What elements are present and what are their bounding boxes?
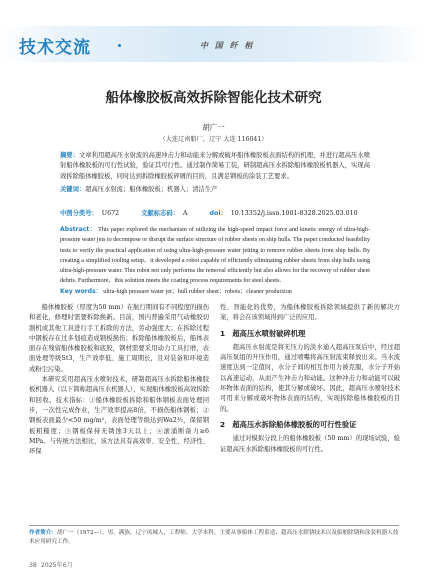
keywords-en-label: Key words： bbox=[60, 288, 102, 295]
clc-label: 中图分类号： bbox=[60, 210, 98, 217]
classification-line bbox=[60, 208, 366, 217]
page-footer bbox=[29, 560, 73, 569]
doi-label: doi： bbox=[209, 210, 227, 217]
section-heading-2: 2 超高压水拆除船体橡胶板的可行性验证 bbox=[220, 419, 357, 429]
journal-name: 中 国 纤 桓 bbox=[200, 40, 255, 50]
author-footnote bbox=[29, 529, 399, 547]
abstract-en bbox=[60, 225, 370, 287]
body-paragraph: 本研究采用超高压水喷射技术，研制超高压水拆除船体橡胶板机器人（以下简称超高压水机器人），实现船体橡胶板高效拆除和回收。技术指标：①船体橡胶板拆除和船体钢板表面处理同步，一次性完成作业，生产效率提高8倍，不损伤船体钢板；②钢板表面最少<50 mg/m²，表面处理等级达到Wa2½，保留钢板粗糙度；③钢板保持无锈蚀3天以上；④滚涌断备力≥6 MPa。与传统方法相比，该方法具有高效率、安全性、经济性、环保 bbox=[29, 376, 209, 456]
body-paragraph: 船体橡胶板（厚度为50 mm）在航行期间有不同程度的损伤和老化，修理时需要拆除换新。目前，国内普遍采用气动橡胶切割机或其他工具进行手工拆除的方法，劳动强度大；在拆除过程中钢板存在过多划痕造成钢板损伤；拆除船体橡胶板后，船体表面存在残留船体橡胶板和底胶，钢材需要采用动力工具打磨，表面处理等级St3，生产效率低、施工周期长，且对装备和环境造成粉尘污染。 bbox=[29, 304, 209, 373]
section-heading-1: 1 超高压水喷射破碎机理 bbox=[220, 328, 306, 338]
section-label: 技术交流 bbox=[19, 38, 91, 58]
keywords-cn-label: 关键词： bbox=[60, 186, 86, 193]
article-title: 船体橡胶板高效拆除智能化技术研究 bbox=[105, 90, 322, 106]
keywords-en-text: ultra-high pressure water jet；hull rubber sheet；robots；cleaner production bbox=[103, 289, 292, 295]
body-right-column bbox=[220, 303, 400, 455]
doc-code-value: A bbox=[182, 210, 188, 217]
keywords-cn bbox=[60, 185, 370, 195]
abstract-en-text: This paper explored the mechanism of utilizing the high-speed impact force and kinetic energy of ultra-high-pressure water jets to decompose or disrupt the surface structure of rubber sheets on ship hulls. The paper conducted feasibility tests to verify the practical application of using ultra-high-pressure water jetting to remove rubber sheets from ship hulls. By creating a simplified tooling setup，it developed a robot capable of efficiently eliminating rubber sheets from ship hulls using ultra-high-pressure water. This robot not only performs the removal efficiently but also allows for the recovery of rubber sheet debris. Furthermore，this solution meets the coating process requirements for steel sheets. bbox=[60, 227, 371, 285]
footnote-text: 胡广一（1972—），男，满族，辽宁凤城人，工程师，大学本科，主要从事船体工程监造、超高压水除锈技术以及船舶除锈和涂装机器人技术应用研究工作。 bbox=[29, 530, 399, 545]
author-name: 胡广一 bbox=[202, 123, 225, 132]
abstract-cn bbox=[60, 151, 370, 182]
doi-value: 10.13352/j.issn.1001-8328.2025.03.010 bbox=[230, 210, 358, 217]
issue-date: 2025年6月 bbox=[40, 562, 73, 569]
keywords-cn-text: 超高压水射流；船体橡胶板；机器人；清洁生产 bbox=[85, 186, 218, 193]
abstract-en-label: Abstract： bbox=[60, 226, 97, 233]
body-left-column bbox=[29, 303, 209, 457]
page-number: 38 bbox=[29, 562, 37, 569]
body-paragraph: 超高压水射流是将无压力的淡水通入超高压泵后中，经过超高压泵组的升压作用，通过喷嘴将高压射流束释放出来。当水流速度达到一定值时，水分子间的相互作用力被克服，水分子开始以高速运动，从而产生冲击力和动能。这种冲击力和动能可以破坏物体表面的结构，使其分解或破坏。因此，超高压水喷射技术可用来分解或破坏物体表面的结构，实现拆除船体橡胶板的目的。 bbox=[220, 343, 400, 413]
author-affiliation: （大连辽南船厂，辽宁 大连 116041） bbox=[159, 136, 268, 143]
clc-value: U672 bbox=[101, 210, 120, 217]
body-paragraph: 通过对模拟分段上的船体橡胶板（50 mm）的现场试验，验证超高压水拆除船体橡胶板的可行性。 bbox=[220, 435, 400, 453]
abstract-cn-text: 文章利用超高压水射流的高速冲击力和动能来分解或破坏船体橡胶板表面结构的机理，并进行超高压水喷射船体橡胶板的可行性试验，验证其可行性。通过制作简易工装，研制超高压水拆除船体橡胶板机器人，实现高效拆除船体橡胶板，同时达到拆除橡胶板碎屑的目的，且满足钢板的涂装工艺要求。 bbox=[60, 152, 371, 180]
body-paragraph: 性、智能化的优势，为船体橡胶板拆除领域提供了新的解决方案，将会在该领域得到广泛的应用。 bbox=[220, 304, 400, 322]
footnote-divider bbox=[29, 525, 399, 526]
abstract-cn-label: 摘要： bbox=[60, 152, 79, 159]
keywords-en bbox=[60, 287, 370, 297]
doc-code-label: 文献标志码： bbox=[141, 210, 179, 217]
footnote-label: 作者简介： bbox=[29, 530, 57, 536]
header-dot bbox=[118, 44, 121, 47]
